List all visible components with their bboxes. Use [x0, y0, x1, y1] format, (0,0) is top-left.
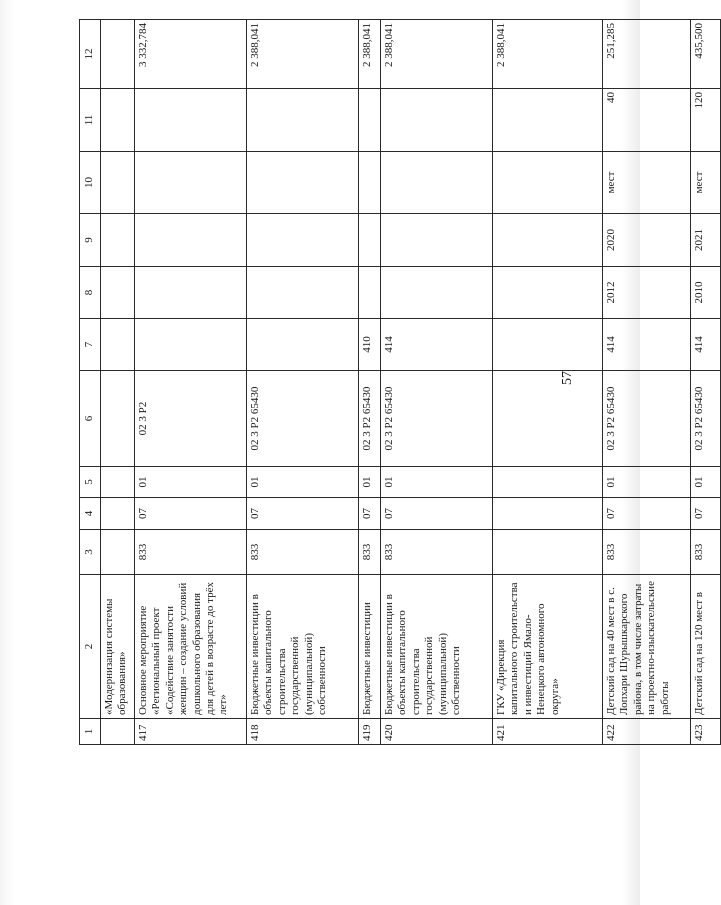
table-cell-col-8: [493, 267, 603, 319]
table-cell-col-1: [101, 719, 135, 745]
table-cell-col-1: 418: [247, 719, 359, 745]
table-cell-col-2: Основное мероприятие «Региональный проект «Содействие занятости женщин – создание условий дошкольного образования для детей в возрасте до трёх лет»: [135, 575, 247, 719]
table-header-row: [80, 20, 101, 745]
table-cell-col-2: Детский сад на 120 мест в: [691, 575, 721, 719]
table-cell-col-7: [135, 319, 247, 371]
table-cell-col-8: 2012: [603, 267, 691, 319]
header-cell: 12: [80, 20, 101, 89]
table-cell-col-2: ГКУ «Дирекция капитального строительства и инвестиций Ямало-Ненецкого автономного округа»: [493, 575, 603, 719]
table-cell-col-12: 3 332,784: [135, 20, 247, 89]
table-cell-col-11: [359, 89, 381, 152]
table-cell-col-5: [493, 467, 603, 498]
table-cell-col-6: 02 3 Р2 65430: [691, 371, 721, 467]
table-cell-col-7: [101, 319, 135, 371]
table-cell-col-6: 02 3 Р2 65430: [247, 371, 359, 467]
table-cell-col-1: 419: [359, 719, 381, 745]
header-cell: 3: [80, 530, 101, 575]
table-cell-col-4: 07: [603, 498, 691, 530]
table-row: [101, 20, 135, 745]
header-cell: 2: [80, 575, 101, 719]
table-cell-col-12: [101, 20, 135, 89]
table-cell-col-1: 422: [603, 719, 691, 745]
table-cell-col-7: [493, 319, 603, 371]
table-cell-col-3: 833: [691, 530, 721, 575]
table-cell-col-3: [101, 530, 135, 575]
table-cell-col-2: Бюджетные инвестиции: [359, 575, 381, 719]
table-cell-col-11: 40: [603, 89, 691, 152]
table-cell-col-8: [359, 267, 381, 319]
table-cell-col-1: 417: [135, 719, 247, 745]
header-cell: 9: [80, 214, 101, 267]
table-cell-col-9: [381, 214, 493, 267]
table-cell-col-12: 2 388,041: [247, 20, 359, 89]
table-cell-col-10: [493, 152, 603, 214]
table-cell-col-3: 833: [603, 530, 691, 575]
table-cell-col-11: [247, 89, 359, 152]
header-cell: 7: [80, 319, 101, 371]
rotated-page-content: [79, 20, 705, 745]
table-cell-col-10: [359, 152, 381, 214]
header-cell: 5: [80, 467, 101, 498]
table-cell-col-9: 2021: [691, 214, 721, 267]
table-cell-col-10: мест: [691, 152, 721, 214]
table-cell-col-2: Детский сад на 40 мест в с. Лопхари Шурышкарского района, в том числе затраты на проектно-изыскательские работы: [603, 575, 691, 719]
table-cell-col-2: «Модернизация системы образования»: [101, 575, 135, 719]
table-cell-col-3: 833: [247, 530, 359, 575]
table-cell-col-11: [381, 89, 493, 152]
table-cell-col-5: 01: [247, 467, 359, 498]
table-cell-col-3: 833: [381, 530, 493, 575]
table-cell-col-11: [101, 89, 135, 152]
table-cell-col-4: 07: [359, 498, 381, 530]
page-number: 57: [560, 371, 575, 385]
table-cell-col-12: 2 388,041: [359, 20, 381, 89]
table-cell-col-10: [135, 152, 247, 214]
table-cell-col-5: [101, 467, 135, 498]
table-cell-col-5: 01: [603, 467, 691, 498]
table-cell-col-11: [493, 89, 603, 152]
budget-table: [79, 19, 721, 745]
header-cell: 10: [80, 152, 101, 214]
table-cell-col-5: 01: [691, 467, 721, 498]
table-cell-col-4: 07: [381, 498, 493, 530]
table-cell-col-8: 2010: [691, 267, 721, 319]
table-cell-col-10: мест: [603, 152, 691, 214]
table-row: [493, 20, 603, 745]
table-cell-col-4: 07: [247, 498, 359, 530]
table-cell-col-5: 01: [359, 467, 381, 498]
table-cell-col-1: 423: [691, 719, 721, 745]
table-cell-col-10: [101, 152, 135, 214]
table-cell-col-4: 07: [135, 498, 247, 530]
table-cell-col-10: [381, 152, 493, 214]
table-cell-col-7: 414: [603, 319, 691, 371]
table-row: [691, 20, 721, 745]
table-cell-col-1: 421: [493, 719, 603, 745]
table-cell-col-12: 2 388,041: [381, 20, 493, 89]
table-cell-col-8: [381, 267, 493, 319]
table-cell-col-11: [135, 89, 247, 152]
table-cell-col-12: 435,500: [691, 20, 721, 89]
table-row: [247, 20, 359, 745]
table-cell-col-8: [101, 267, 135, 319]
table-cell-col-12: 251,285: [603, 20, 691, 89]
table-cell-col-4: [493, 498, 603, 530]
table-row: [135, 20, 247, 745]
table-cell-col-1: 420: [381, 719, 493, 745]
table-row: [381, 20, 493, 745]
table-cell-col-4: [101, 498, 135, 530]
table-cell-col-9: [135, 214, 247, 267]
table-cell-col-8: [247, 267, 359, 319]
table-cell-col-9: [493, 214, 603, 267]
table-cell-col-6: 02 3 Р2 65430: [381, 371, 493, 467]
table-cell-col-9: [359, 214, 381, 267]
table-cell-col-2: Бюджетные инвестиции в объекты капитального строительства государственной (муниципальной) собственности: [247, 575, 359, 719]
table-cell-col-5: 01: [135, 467, 247, 498]
table-cell-col-6: 02 3 Р2: [135, 371, 247, 467]
table-row: [603, 20, 691, 745]
table-cell-col-7: 414: [691, 319, 721, 371]
header-cell: 1: [80, 719, 101, 745]
table-cell-col-5: 01: [381, 467, 493, 498]
table-cell-col-4: 07: [691, 498, 721, 530]
table-cell-col-3: 833: [359, 530, 381, 575]
header-cell: 4: [80, 498, 101, 530]
table-cell-col-3: 833: [135, 530, 247, 575]
table-cell-col-6: 02 3 Р2 65430: [603, 371, 691, 467]
table-cell-col-12: 2 388,041: [493, 20, 603, 89]
header-cell: 11: [80, 89, 101, 152]
table-cell-col-6: [101, 371, 135, 467]
table-cell-col-9: [247, 214, 359, 267]
table-cell-col-8: [135, 267, 247, 319]
table-cell-col-10: [247, 152, 359, 214]
header-cell: 6: [80, 371, 101, 467]
table-cell-col-7: 410: [359, 319, 381, 371]
header-cell: 8: [80, 267, 101, 319]
table-row: [359, 20, 381, 745]
table-cell-col-9: [101, 214, 135, 267]
table-cell-col-11: 120: [691, 89, 721, 152]
table-cell-col-2: Бюджетные инвестиции в объекты капитального строительства государственной (муниципальной) собственности: [381, 575, 493, 719]
table-cell-col-7: 414: [381, 319, 493, 371]
table-cell-col-3: [493, 530, 603, 575]
table-cell-col-6: 02 3 Р2 65430: [359, 371, 381, 467]
table-cell-col-9: 2020: [603, 214, 691, 267]
table-cell-col-6: [493, 371, 603, 467]
table-cell-col-7: [247, 319, 359, 371]
